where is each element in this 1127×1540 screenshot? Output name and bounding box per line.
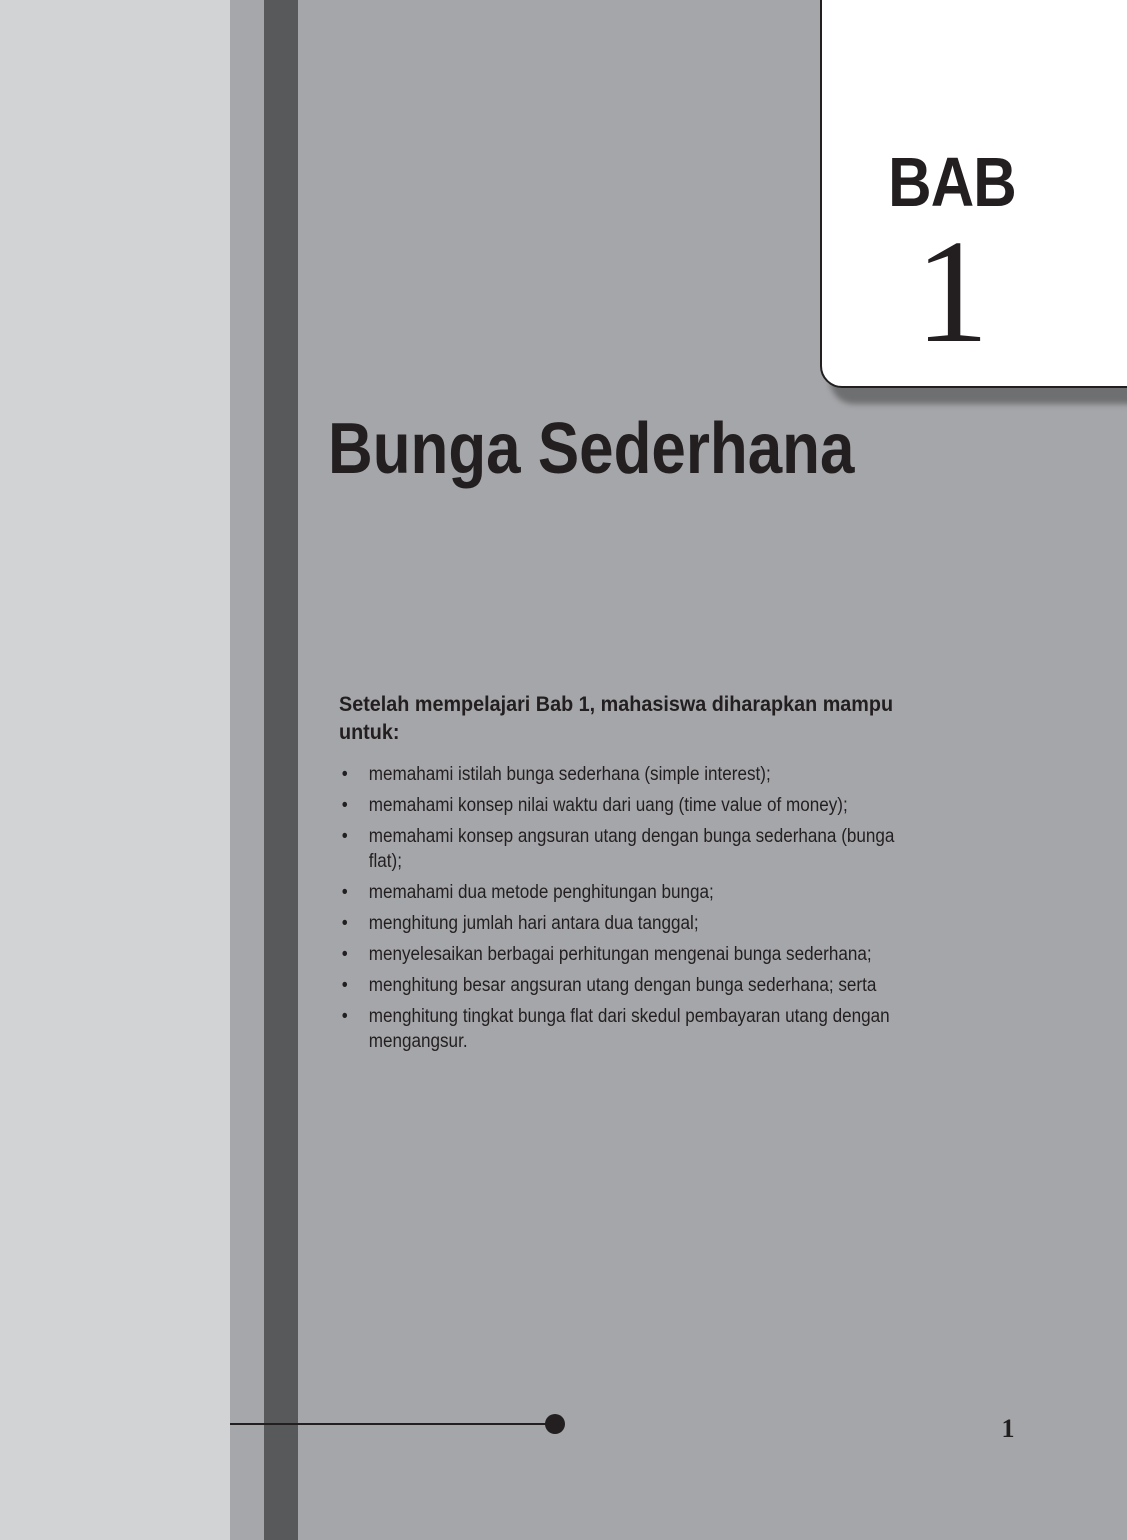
objective-item: • menghitung tingkat bunga flat dari skedul pembayaran utang dengan mengangsur. [339, 1004, 906, 1054]
left-light-band [0, 0, 230, 1540]
objectives-intro: Setelah mempelajari Bab 1, mahasiswa diharapkan mampu untuk: [339, 692, 894, 744]
objectives-list [339, 762, 906, 1060]
chapter-title: Bunga Sederhana [328, 409, 855, 489]
chapter-number: 1 [915, 210, 989, 374]
objective-item: • menyelesaikan berbagai perhitungan mengenai bunga sederhana; [339, 942, 906, 967]
chapter-label: BAB [888, 143, 1016, 221]
objective-item: • menghitung besar angsuran utang dengan bunga sederhana; serta [339, 973, 906, 998]
objective-item: • menghitung jumlah hari antara dua tanggal; [339, 911, 906, 936]
chapter-tab [820, 0, 1127, 388]
left-mid-band [230, 0, 264, 1540]
footer-rule [230, 1423, 555, 1425]
objective-item: • memahami dua metode penghitungan bunga; [339, 880, 906, 905]
objective-item: • memahami istilah bunga sederhana (simple interest); [339, 762, 906, 787]
left-dark-band [264, 0, 298, 1540]
page-number: 1 [1001, 1414, 1015, 1443]
footer-dot [545, 1414, 565, 1434]
objective-item: • memahami konsep angsuran utang dengan bunga sederhana (bunga flat); [339, 824, 906, 874]
objective-item: • memahami konsep nilai waktu dari uang (time value of money); [339, 793, 906, 818]
